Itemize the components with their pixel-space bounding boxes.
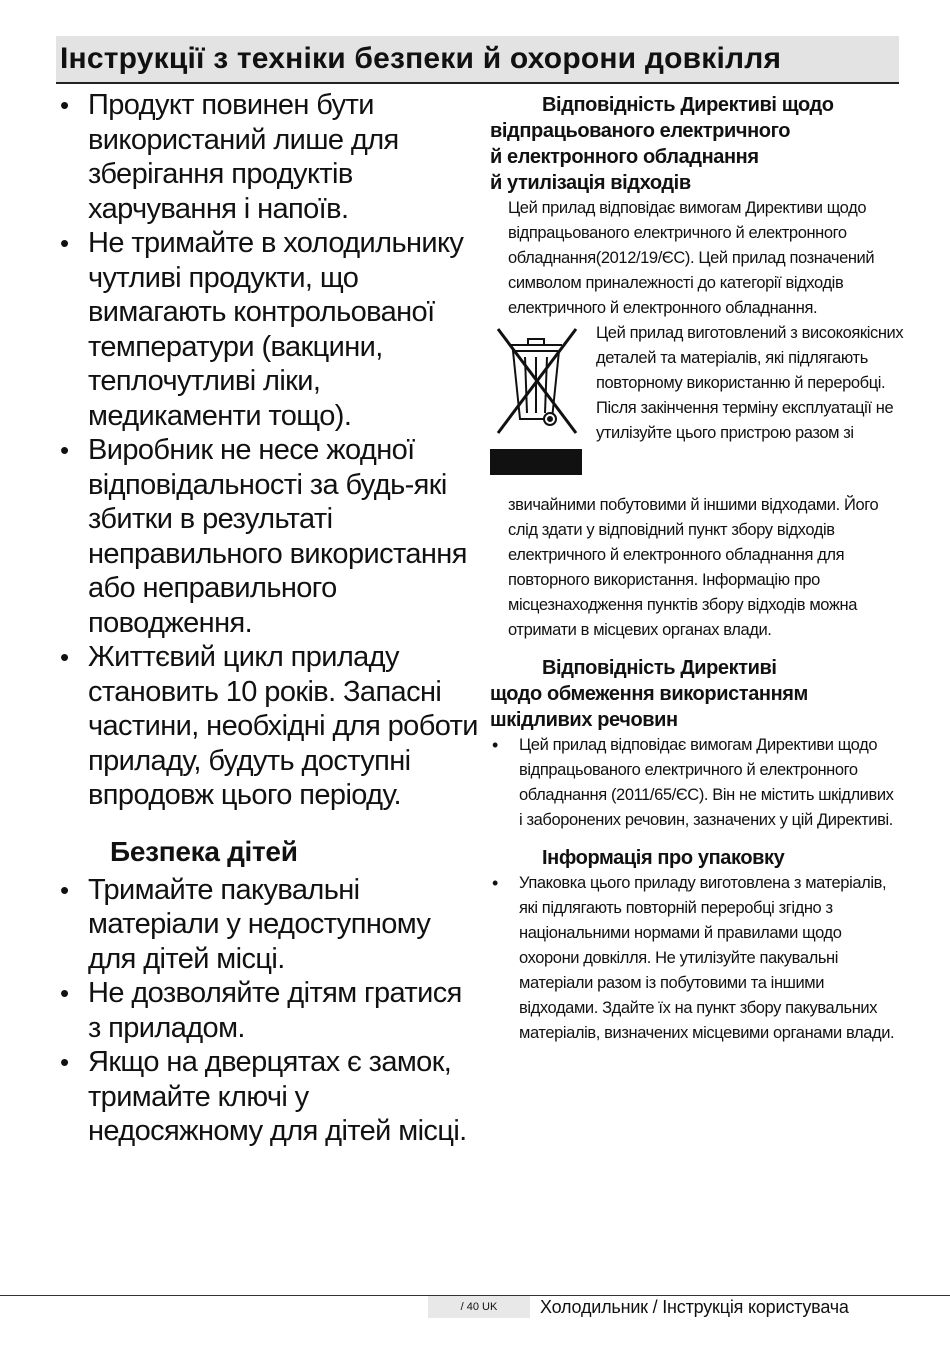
list-item: • Продукт повинен бути використаний лише для зберігання продуктів харчування і напоїв.	[58, 88, 478, 226]
weee-symbol-block	[490, 321, 904, 493]
page-number: / 40 UK	[428, 1296, 530, 1318]
weee-heading	[490, 92, 900, 196]
crossed-bin-icon	[490, 325, 582, 475]
packaging-heading	[490, 845, 900, 871]
weee-heading-line: відпрацьованого електричного	[490, 120, 791, 142]
section-header-bar	[56, 36, 899, 84]
rohs-heading-line: Відповідність Директиві	[542, 657, 777, 679]
list-item: • Цей прилад відповідає вимогам Директиви щодо відпрацьованого електричного й електронного обладнання (2011/65/ЄС). Він не містить шкідливих і заборонених речовин, зазначених у цій Директиві.	[490, 733, 900, 833]
list-item: • Тримайте пакувальні матеріали у недоступному для дітей місці.	[58, 873, 478, 977]
child-safety-list	[58, 873, 478, 1149]
footer-title: Холодильник / Інструкція користувача	[540, 1297, 849, 1317]
rohs-heading-line: щодо обмеження використанням	[490, 683, 808, 705]
right-column	[490, 92, 904, 1046]
packaging-list	[490, 871, 900, 1046]
list-item: • Упаковка цього приладу виготовлена з матеріалів, які підлягають повторній переробці згідно з національними нормами й правилами щодо охорони довкілля. Не утилізуйте пакувальні матеріали разом із побутовими та іншими відходами. Здайте їх на пункт збору пакувальних матеріалів, визначених місцевими органами влади.	[490, 871, 900, 1046]
list-item: • Якщо на дверцятах є замок, тримайте ключі у недосяжному для дітей місці.	[58, 1045, 478, 1149]
weee-heading-line: й утилізація відходів	[490, 172, 691, 194]
rohs-heading-line: шкідливих речовин	[490, 709, 678, 731]
list-item: • Виробник не несе жодної відповідальності за будь-які збитки в результаті неправильного використання або неправильного поводження.	[58, 433, 478, 640]
weee-paragraph-continued: звичайними побутовими й іншими відходами. Його слід здати у відповідний пункт збору відходів електричного й електронного обладнання для повторного використання. Інформацію про місцезнаходження пунктів збору відходів можна отримати в місцевих органах влади.	[508, 496, 879, 639]
weee-heading-line: й електронного обладнання	[490, 146, 759, 168]
list-item: • Не дозволяйте дітям гратися з приладом.	[58, 976, 478, 1045]
list-item: • Не тримайте в холодильнику чутливі продукти, що вимагають контрольованої температури (вакцини, теплочутливі ліки, медикаменти тощо).	[58, 226, 478, 433]
rohs-heading	[490, 655, 900, 733]
list-item: • Життєвий цикл приладу становить 10 років. Запасні частини, необхідні для роботи приладу, будуть доступні впродовж цього періоду.	[58, 640, 478, 813]
packaging-heading-line: Інформація про упаковку	[542, 847, 785, 869]
child-safety-heading: Безпека дітей	[110, 835, 298, 867]
weee-side-text: Цей прилад виготовлений з високоякісних деталей та матеріалів, які підлягають повторному використанню й переробці. Після закінчення терміну експлуатації не утилізуйте цього пристрою разом зі	[596, 324, 904, 442]
page-title: Інструкції з техніки безпеки й охорони довкілля	[60, 42, 782, 75]
safety-list	[58, 88, 478, 813]
weee-heading-line: Відповідність Директиві щодо	[542, 94, 834, 116]
rohs-list	[490, 733, 900, 833]
left-column	[58, 88, 478, 1149]
weee-paragraph: Цей прилад відповідає вимогам Директиви щодо відпрацьованого електричного й електронного обладнання(2012/19/ЄС). Цей прилад позначений символом приналежності до категорії відходів електричного й електронного обладнання.	[508, 199, 875, 317]
